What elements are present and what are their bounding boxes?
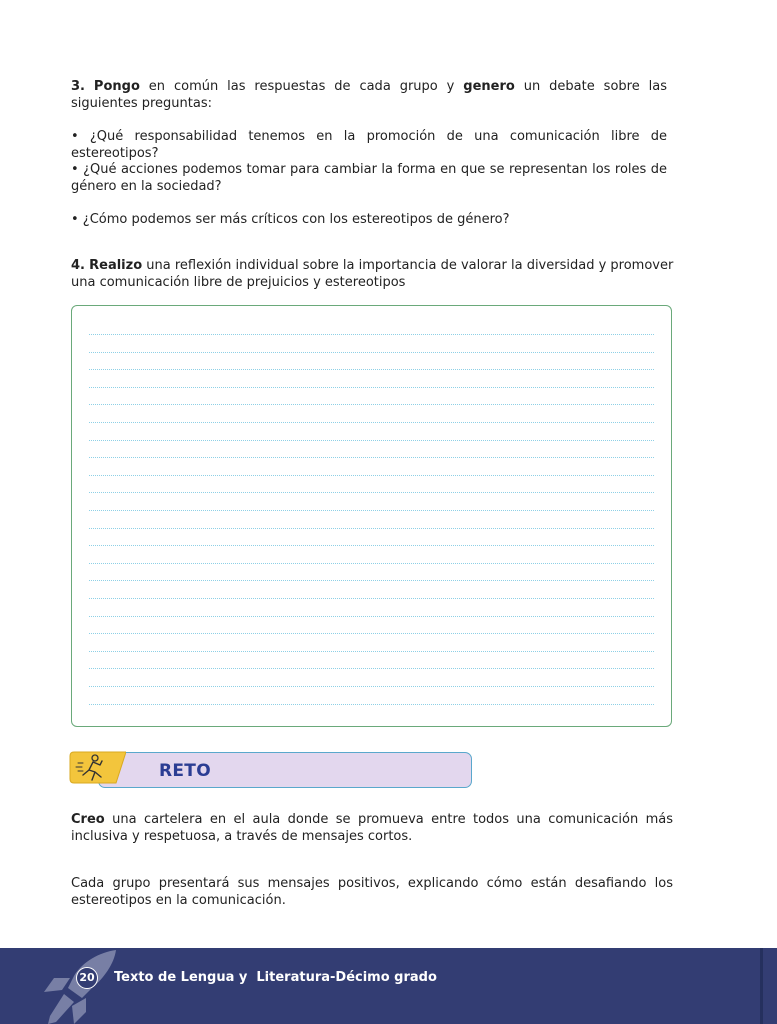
ruled-line [89, 404, 654, 405]
ruled-line [89, 457, 654, 458]
ruled-line [89, 440, 654, 441]
question-3-verb-pongo: Pongo [93, 79, 140, 94]
footer-title: Texto de Lengua y Literatura-Décimo grado [114, 970, 437, 985]
question-3-number: 3. [71, 79, 85, 94]
running-figure-icon [68, 750, 126, 785]
reto-banner [68, 751, 472, 788]
ruled-line [89, 668, 654, 669]
bullet-question-2: • ¿Qué acciones podemos tomar para cambiar la forma en que se representan los roles de género en la sociedad? [71, 162, 667, 194]
ruled-line [89, 387, 654, 388]
ruled-line [89, 334, 654, 335]
ruled-line [89, 475, 654, 476]
bullet-question-3: • ¿Cómo podemos ser más críticos con los estereotipos de género? [71, 212, 510, 227]
page-footer [0, 948, 777, 1024]
ruled-line [89, 651, 654, 652]
reto-verb: Creo [71, 812, 105, 827]
question-3 [71, 78, 667, 112]
ruled-line [89, 492, 654, 493]
ruled-line [89, 545, 654, 546]
ruled-line [89, 580, 654, 581]
ruled-line [89, 510, 654, 511]
reto-bar [98, 752, 472, 788]
bullet-question-1: • ¿Qué responsabilidad tenemos en la promoción de una comunicación libre de estereotipos? [71, 129, 667, 161]
ruled-line [89, 352, 654, 353]
question-4-verb: Realizo [89, 258, 143, 273]
ruled-line [89, 563, 654, 564]
question-3-verb-genero: genero [463, 79, 515, 94]
ruled-line [89, 369, 654, 370]
ruled-line [89, 686, 654, 687]
reto-label: RETO [159, 761, 211, 781]
ruled-line [89, 422, 654, 423]
ruled-line [89, 528, 654, 529]
reto-paragraph-2: Cada grupo presentará sus mensajes positivos, explicando cómo están desafiando los estereotipos en la comunicación. [71, 876, 673, 908]
reto-paragraph-1 [71, 811, 673, 845]
question-4-number: 4. [71, 258, 85, 273]
question-4 [71, 257, 675, 291]
question-4-text: una reflexión individual sobre la importancia de valorar la diversidad y promover una comunicación libre de prejuicios y estereotipos [71, 258, 674, 290]
question-3-text-a: en común las respuestas de cada grupo y [139, 79, 464, 94]
question-3-text-b: un debate sobre las siguientes preguntas: [71, 79, 667, 111]
ruled-line [89, 704, 654, 705]
footer-edge-decoration [760, 948, 763, 1024]
page-number: 20 [76, 967, 98, 989]
ruled-line [89, 598, 654, 599]
ruled-line [89, 633, 654, 634]
reto-paragraph-1-text: una cartelera en el aula donde se promueva entre todos una comunicación más inclusiva y respetuosa, a través de mensajes cortos. [71, 812, 673, 844]
ruled-line [89, 616, 654, 617]
answer-writing-box[interactable] [71, 305, 672, 727]
